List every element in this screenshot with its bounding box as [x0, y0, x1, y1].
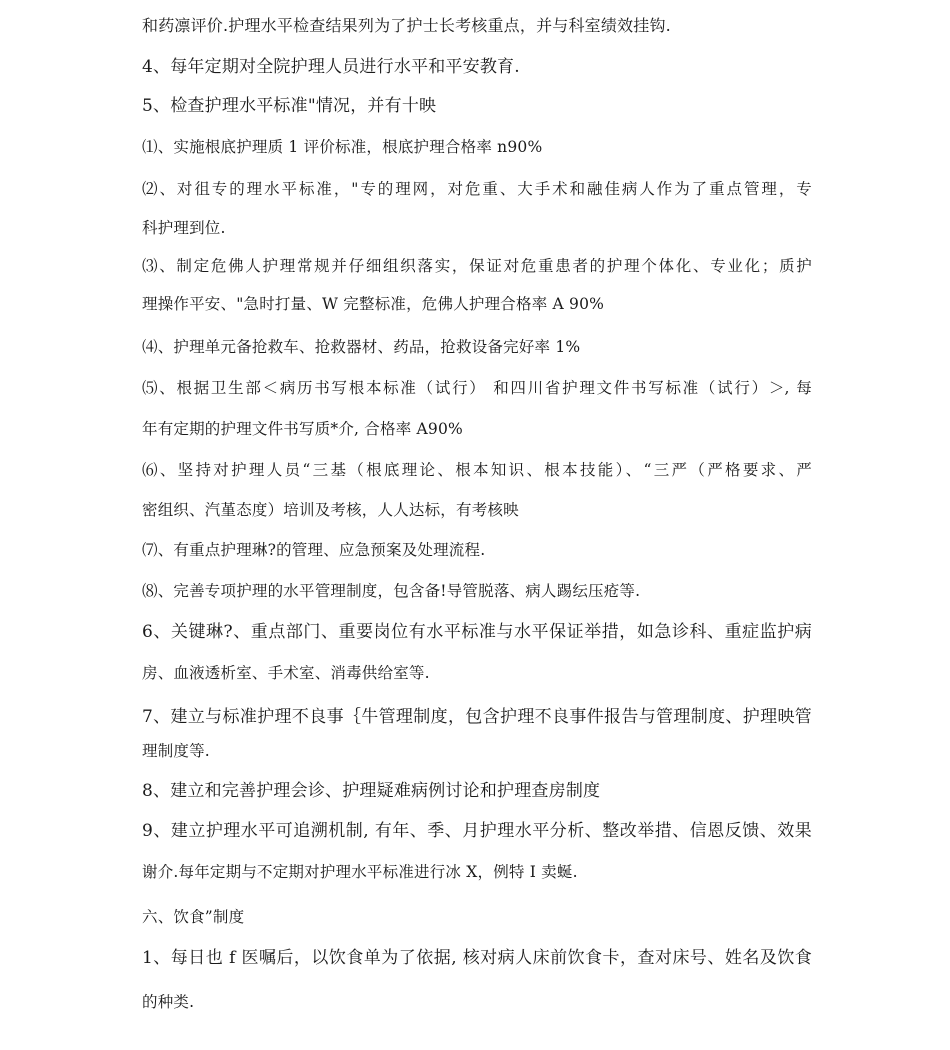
text-line-4: ⑴、实施根底护理质 1 评价标准，根底护理合格率 n90%	[142, 138, 543, 156]
text-line-5: ⑵、对徂专的理水平标准，"专的理网，对危重、大手术和融佳病人作为了重点管理，专	[142, 180, 812, 198]
text-line-20: 8、建立和完善护理会诊、护理疑难病例讨论和护理查房制度	[142, 781, 601, 801]
text-line-18: 7、建立与标准护理不良事｛牛管理制度，包含护理不良事件报告与管理制度、护理映管	[142, 707, 812, 727]
text-line-25: 的种类.	[142, 993, 195, 1011]
text-line-1: 和药凛评价.护理水平检查结果列为了护士长考核重点，并与科室绩效挂钩.	[142, 16, 671, 35]
text-line-9: ⑷、护理单元备抢救车、抢救器材、药品，抢救设备完好率 1%	[142, 338, 581, 356]
text-line-16: 6、关键琳?、重点部门、重要岗位有水平标准与水平保证举措，如急诊科、重症监护病	[142, 622, 812, 642]
text-line-22: 谢介.每年定期与不定期对护理水平标准进行冰 X，例特 I 卖蜒.	[142, 863, 578, 881]
text-line-24: 1、每日也 f 医嘱后，以饮食单为了依据, 核对病人床前饮食卡，查对床号、姓名及饮食	[142, 948, 812, 968]
text-line-13: 密组织、汽堇态度）培训及考核，人人达标，有考核映	[142, 501, 519, 519]
text-line-2: 4、每年定期对全院护理人员进行水平和平安教育.	[142, 57, 520, 77]
text-line-15: ⑻、完善专项护理的水平管理制度，包含备!导管脱落、病人踢纭压疮等.	[142, 582, 641, 600]
text-line-10: ⑸、根据卫生部＜病历书写根本标准（试行） 和四川省护理文件书写标准（试行）＞, 每	[142, 379, 812, 397]
text-line-11: 年有定期的护理文件书写质*介, 合格率 A90%	[142, 420, 463, 438]
text-line-12: ⑹、坚持对护理人员“三基（根底理论、根本知识、根本技能）、“三严（严格要求、严	[142, 461, 812, 479]
text-line-3: 5、检查护理水平标准"情况，并有十映	[142, 96, 437, 116]
text-line-17: 房、血液透析室、手术室、消毒供给室等.	[142, 664, 430, 682]
text-line-14: ⑺、有重点护理琳?的管理、应急预案及处理流程.	[142, 541, 486, 559]
text-line-8: 理操作平安、"急时打量、W 完整标准，危佛人护理合格率 A 90%	[142, 295, 605, 313]
text-line-23: 六、饮食”制度	[142, 908, 245, 926]
text-line-19: 理制度等.	[142, 742, 210, 760]
text-line-6: 科护理到位.	[142, 219, 226, 237]
text-line-21: 9、建立护理水平可追溯机制, 有年、季、月护理水平分析、整改举措、信恩反馈、效果	[142, 821, 812, 841]
text-line-7: ⑶、制定危佛人护理常规并仔细组织落实，保证对危重患者的护理个体化、专业化；质护	[142, 257, 812, 275]
